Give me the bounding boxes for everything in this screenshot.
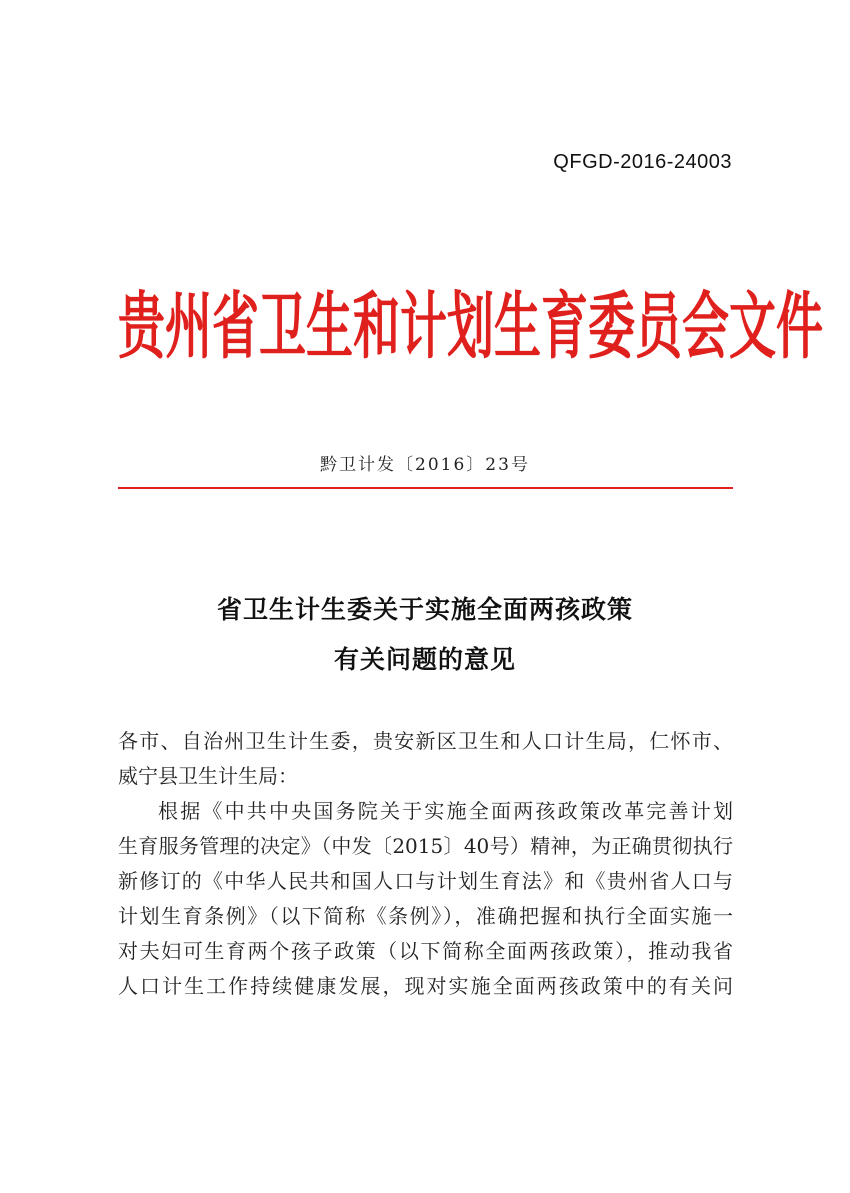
document-code: QFGD-2016-24003 xyxy=(553,151,732,173)
paragraph-line: 计划生育条例》（以下简称《条例》），准确把握和执行全面实施一 xyxy=(118,904,733,928)
issuer-title: 贵州省卫生和计划生育委员会文件 xyxy=(118,284,823,370)
addressee-line: 各市、自治州卫生计生委，贵安新区卫生和人口计生局，仁怀市、 xyxy=(118,729,733,753)
document-title-line-1: 省卫生计生委关于实施全面两孩政策 xyxy=(216,595,633,624)
document-title-line-2: 有关问题的意见 xyxy=(333,645,516,674)
paragraph-line: 根据《中共中央国务院关于实施全面两孩政策改革完善计划 xyxy=(158,799,733,823)
red-divider xyxy=(118,487,733,489)
paragraph-line: 新修订的《中华人民共和国人口与计划生育法》和《贵州省人口与 xyxy=(118,869,733,893)
addressee-line: 威宁县卫生计生局： xyxy=(118,764,298,788)
paragraph-line: 人口计生工作持续健康发展，现对实施全面两孩政策中的有关问 xyxy=(118,974,733,998)
document-body xyxy=(118,724,733,1004)
document-number: 黔卫计发〔2016〕23号 xyxy=(320,455,530,475)
paragraph-line: 对夫妇可生育两个孩子政策（以下简称全面两孩政策），推动我省 xyxy=(118,939,733,963)
paragraph-line: 生育服务管理的决定》（中发〔2015〕40号）精神，为正确贯彻执行 xyxy=(118,834,733,858)
